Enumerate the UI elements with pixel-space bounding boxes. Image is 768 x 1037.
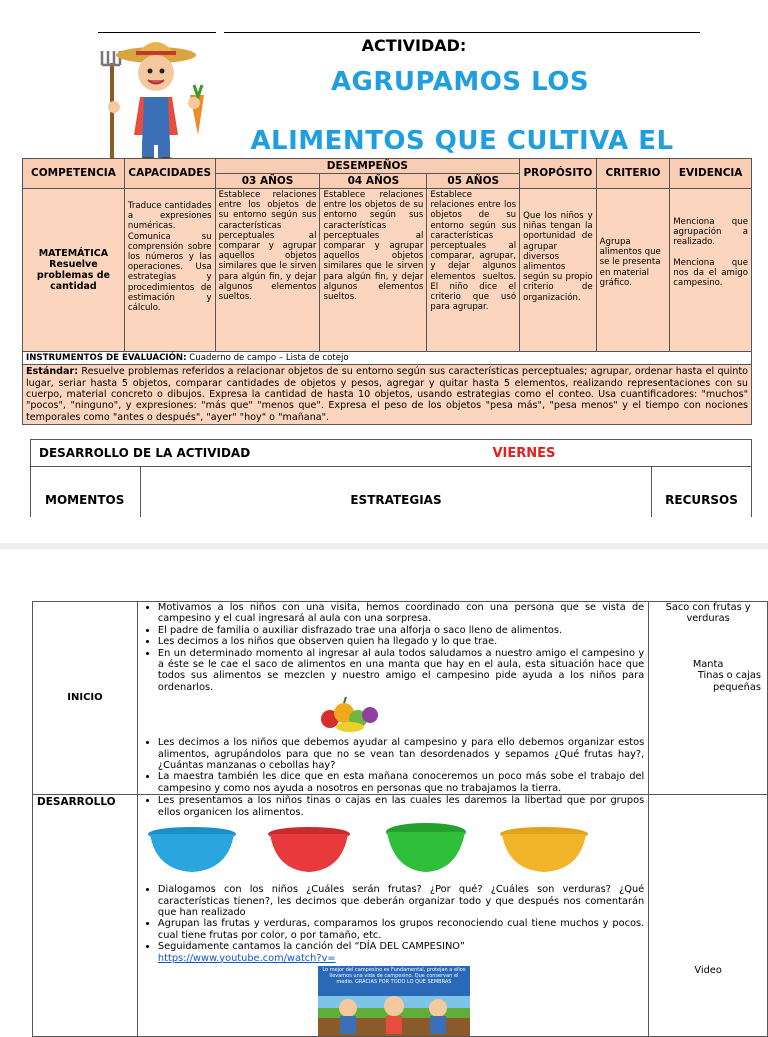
desempeno-age-5: Establece relaciones entre los objetos de su entorno según sus características perceptuales al comparar, agrupar, y dejar algunos elementos sueltos. El niño dice el criterio que usó para agrupar. bbox=[427, 189, 520, 352]
blue-bowl-icon bbox=[146, 826, 238, 874]
criterio-cell: Agrupa alimentos que se le presenta en material gráfico. bbox=[596, 189, 670, 352]
competency-table bbox=[22, 158, 752, 425]
development-title: DESARROLLO DE LA ACTIVIDAD bbox=[39, 446, 251, 460]
resource-video: Video bbox=[694, 965, 722, 977]
evidencia-item-2: Menciona que nos da el amigo campesino. bbox=[673, 257, 748, 289]
activity-label: ACTIVIDAD: bbox=[361, 36, 467, 55]
header-rule-left bbox=[98, 32, 216, 33]
col-momentos: MOMENTOS bbox=[31, 467, 141, 518]
development-title-row bbox=[31, 440, 752, 467]
bowls-row bbox=[138, 822, 644, 880]
header-criterio: CRITERIO bbox=[596, 159, 670, 189]
inicio-item-3: • Les decimos a los niños que observen quien ha llegado y lo que trae. bbox=[158, 636, 644, 647]
yellow-bowl-icon bbox=[498, 826, 590, 874]
inicio-list-2 bbox=[138, 737, 644, 794]
inicio-item-2: • El padre de familia o auxiliar disfrazado trae una alforja o saco lleno de alimentos. bbox=[158, 625, 644, 636]
farm-scene-icon bbox=[318, 994, 470, 1036]
inicio-resources bbox=[649, 602, 768, 795]
header-desempenos: DESEMPEÑOS bbox=[215, 159, 520, 174]
evidencia-cell bbox=[670, 189, 752, 352]
activity-table bbox=[32, 601, 768, 1037]
desarrollo-item-1: • Dialogamos con los niños ¿Cuáles serán frutas? ¿Por qué? ¿Cuáles son verduras? ¿Qué características tienen?, les decimos que deberán organizar todo y que después nos comentarán que han realizado bbox=[158, 884, 644, 918]
header-competencia: COMPETENCIA bbox=[23, 159, 125, 189]
page-separator bbox=[0, 543, 768, 549]
header-evidencia: EVIDENCIA bbox=[670, 159, 752, 189]
header-rule-right bbox=[224, 32, 700, 33]
video-thumbnail[interactable] bbox=[318, 966, 470, 1036]
title-line-2: ALIMENTOS QUE CULTIVA EL bbox=[250, 126, 674, 156]
song-link[interactable]: https://www.youtube.com/watch?v= bbox=[157, 952, 336, 964]
desempeno-age-3: Establece relaciones entre los objetos de su entorno según sus características perceptuales al comparar y agrupar aquellos objetos similares que le sirven para algún fin, y dejar algunos elementos sueltos. bbox=[215, 189, 320, 352]
desarrollo-intro-list bbox=[138, 795, 644, 818]
resource-manta: Manta bbox=[692, 658, 724, 670]
header-age-4: 04 AÑOS bbox=[320, 174, 427, 189]
desarrollo-moment: DESARROLLO bbox=[33, 795, 138, 1037]
desempeno-age-4: Establece relaciones entre los objetos de su entorno según sus características perceptuales al comparar y agrupar aquellos objetos similares que le sirven para algún fin, y dejar algunos elementos sueltos. bbox=[320, 189, 427, 352]
red-bowl-icon bbox=[266, 826, 352, 874]
competencia-cell bbox=[23, 189, 125, 352]
col-recursos: RECURSOS bbox=[652, 467, 752, 518]
instrumentos-row bbox=[23, 352, 752, 365]
inicio-strategies bbox=[137, 602, 648, 795]
inicio-item-1: • Motivamos a los niños con una visita, hemos coordinado con una persona que se vista de campesino y el cual ingresará al aula con una sorpresa. bbox=[158, 602, 644, 625]
desarrollo-list bbox=[138, 884, 644, 964]
green-bowl-icon bbox=[384, 822, 468, 874]
day-label: VIERNES bbox=[492, 446, 556, 461]
song-text: Seguidamente cantamos la canción del “DÍA DEL CAMPESINO” bbox=[157, 941, 465, 953]
evidencia-item-1: Menciona que agrupación a realizado. bbox=[673, 217, 748, 248]
development-header-table bbox=[30, 439, 752, 517]
estandar-label: Estándar: bbox=[26, 366, 79, 378]
resource-tinas: Tinas o cajas pequeñas bbox=[697, 670, 761, 693]
estandar-row bbox=[23, 365, 752, 425]
resource-saco: Saco con frutas y verduras bbox=[665, 602, 751, 625]
desarrollo-item-2: • Agrupan las frutas y verduras, comparamos los grupos reconociendo cual tiene muchos y pocos. cual tiene frutas por color, o por tamaño, etc. bbox=[158, 918, 644, 941]
farmer-illustration bbox=[98, 35, 213, 163]
competencia-title: MATEMÁTICA bbox=[38, 248, 109, 259]
header-age-5: 05 AÑOS bbox=[427, 174, 520, 189]
desarrollo-strategies bbox=[137, 795, 648, 1037]
proposito-cell: Que los niños y niñas tengan la oportunidad de agrupar diversos alimentos según su propio criterio de organización. bbox=[520, 189, 597, 352]
col-estrategias: ESTRATEGIAS bbox=[140, 467, 651, 518]
inicio-item-5: • Les decimos a los niños que debemos ayudar al campesino y para ello debemos organizar estos alimentos, agrupándolos para que no se vean tan desordenados y sepamos ¿Qué frutas hay?, ¿Cuántas manzanas o cebollas hay? bbox=[158, 737, 644, 771]
inicio-list bbox=[138, 602, 644, 693]
inicio-moment: INICIO bbox=[33, 602, 138, 795]
instrumentos-value: Cuaderno de campo – Lista de cotejo bbox=[189, 353, 349, 363]
desarrollo-resources bbox=[649, 795, 768, 1037]
competencia-subtitle: Resuelve problemas de cantidad bbox=[36, 259, 110, 292]
instrumentos-label: INSTRUMENTOS DE EVALUACIÓN: bbox=[26, 353, 187, 363]
header-capacidades: CAPACIDADES bbox=[124, 159, 215, 189]
video-caption: Lo mejor del campesino es Fundamental, protejan a ellos llevamos una vida de campesino. Que conservan el medio. GRACIAS POR TODO LO QUE SEMBRAS bbox=[318, 966, 470, 996]
header-age-3: 03 AÑOS bbox=[215, 174, 320, 189]
estandar-text: Resuelve problemas referidos a relacionar objetos de su entorno según sus características perceptuales; agrupar, ordenar hasta el quinto lugar, seriar hasta 5 objetos, comparar cantidades de objetos y pesos, agregar y quitar hasta 5 elementos, realizando representaciones con su cuerpo, material concreto o dibujos. Expresa la cantidad de hasta 10 objetos, usando estrategias como el conteo. Usa cuantificadores: "muchos" "pocos", "ninguno", y expresiones: "más que" "menos que". Expresa el peso de los objetos "pesa más", "pesa menos" y el tiempo con nociones temporales como "antes o después", "ayer" "hoy" o "mañana". bbox=[26, 366, 748, 423]
header-proposito: PROPÓSITO bbox=[520, 159, 597, 189]
fruits-basket-icon bbox=[318, 695, 382, 735]
capacidades-cell: Traduce cantidades a expresiones numéricas. Comunica su comprensión sobre los números y las operaciones. Usa estrategias y procedimientos de estimación y cálculo. bbox=[124, 189, 215, 352]
title-line-1: AGRUPAMOS LOS bbox=[330, 67, 590, 97]
inicio-item-6: • La maestra también les dice que en esta mañana conoceremos un poco más sobe el trabajo del campesino y como nos ayuda a nosotros en personas que no trabajamos la tierra. bbox=[158, 771, 644, 794]
fruits-image bbox=[318, 695, 644, 735]
desarrollo-item-song bbox=[158, 941, 644, 964]
inicio-item-4: • En un determinado momento al ingresar al aula todos saludamos a nuestro amigo el campesino y a éste se le cae el saco de alimentos en una manta que hay en el aula, esta situación hace que todos sus alimentos se mezclen y nuestro amigo el campesino pide ayuda a los niños para ordenarlos. bbox=[158, 648, 644, 694]
desarrollo-intro: • Les presentamos a los niños tinas o cajas en las cuales les daremos la libertad que por grupos ellos organicen los alimentos. bbox=[158, 795, 644, 818]
